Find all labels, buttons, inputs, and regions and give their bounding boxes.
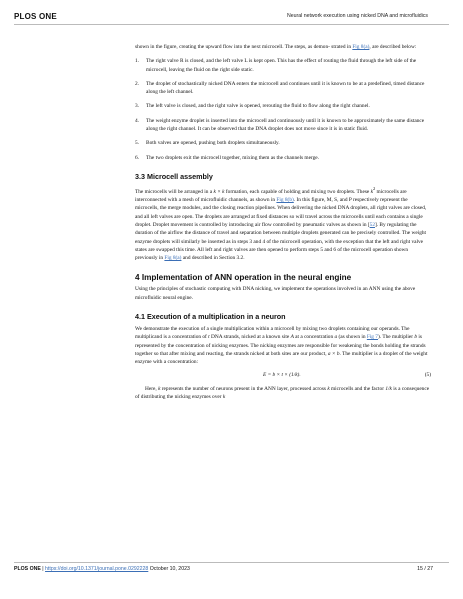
- fig-7-link[interactable]: Fig 7: [366, 334, 378, 341]
- math-expression: 1/k: [385, 385, 392, 392]
- math-var: A: [290, 334, 294, 341]
- list-item: [135, 154, 431, 162]
- step-number: 1.: [135, 58, 140, 65]
- math-var: b: [414, 334, 418, 341]
- body-text: microcells and the factor: [329, 385, 386, 392]
- page-number: 15 / 27: [417, 566, 433, 572]
- step-text: The weight enzyme droplet is inserted into the microcell and continuously until it is known to be approximately the same distance along the right channel. It can be observed that the DNA droplet does not move since it is in static fluid.: [146, 117, 425, 133]
- math-var: k: [370, 188, 373, 195]
- body-text: ). The multiplier: [377, 334, 415, 341]
- fig-8b-link[interactable]: Fig 8(b): [276, 197, 294, 204]
- math-var: k: [158, 385, 161, 392]
- fig-8a-link[interactable]: Fig 8(a): [164, 255, 182, 262]
- body-text: . In this figure, M, S, and P respectively represent the microcells, the merge modules, and the closing reaction pipelines. When delivering the nicked DNA droplets, all right valves are closed, and all left valves are open. The droplets are arranged at fixed distances so will travel across the microcells until each contains a single droplet. Droplet movement is controlled by introducing air flow controlled by pneumatic valves as shown in [: [135, 197, 427, 228]
- list-item: [135, 117, 431, 134]
- footer-rule: [14, 562, 449, 563]
- journal-name: PLOS ONE: [14, 12, 57, 21]
- section-heading-4: 4 Implementation of ANN operation in the neural engine: [135, 273, 352, 283]
- footer-date: October 10, 2023: [149, 566, 190, 572]
- equation-5: [135, 369, 431, 383]
- steps-list: [135, 57, 431, 162]
- equation-number: (5): [424, 371, 431, 378]
- intro-line: shown in the figure, creating the upward flow into the next microcell. The steps, as demon-: [135, 44, 330, 50]
- body-text: (as shown in: [337, 334, 367, 341]
- list-item: [135, 57, 431, 74]
- intro-paragraph: [135, 43, 431, 51]
- list-item: [135, 139, 431, 147]
- step-number: 4.: [135, 117, 140, 124]
- body-text: at a concentration: [293, 334, 335, 341]
- section-heading-4-1: 4.1 Execution of a multiplication in a neuron: [135, 312, 286, 322]
- step-number: 3.: [135, 103, 140, 110]
- step-text: Both valves are opened, pushing both droplets simultaneously.: [146, 140, 280, 147]
- footer-brand: PLOS ONE: [14, 566, 41, 572]
- neurons-paragraph: [135, 385, 431, 402]
- math-var: k: [327, 385, 330, 392]
- fig-8a-link[interactable]: Fig 8(a): [352, 44, 370, 50]
- body-text: The microcells will be arranged in a: [135, 188, 214, 195]
- body-text: is represented by the concentration of nicking enzymes. The nicking enzymes are responsible for weakening the bonds holding the strands together so that after mixing and reacting, the strands nicked at both sites are our product,: [135, 334, 426, 357]
- body-text: ]. By regulating the duration of the airflow the distance of travel and separation between multiple droplets generated can be precisely controlled. The weight enzyme droplets will similarly be inserted as in steps 3 and 4 of the microcell operation, with the exception that the left and right valve states are swapped this time. All left and right valves are then opened to perform steps 5 and 6 of the microcell operation shown previously in: [135, 221, 427, 262]
- list-item: [135, 102, 431, 110]
- citation-52-link[interactable]: 52: [369, 221, 375, 228]
- equation-body: E = b × t × (1/k).: [263, 371, 301, 378]
- section-heading-3-3: 3.3 Microcell assembly: [135, 171, 213, 181]
- step-number: 2.: [135, 80, 140, 87]
- step-text: The left valve is closed, and the right valve is opened, rerouting the fluid to flow along the right channel.: [146, 103, 370, 110]
- running-title: Neural network execution using nicked DNA and microfluidics: [287, 13, 428, 19]
- math-superscript: 2: [372, 185, 376, 191]
- header-rule: [14, 24, 449, 25]
- body-text: represents the number of neurons present in the ANN layer, processed across: [160, 385, 328, 392]
- body-text: We demonstrate the execution of a single multiplication within a microcell by mixing two droplets containing our operands. The multiplicand is a concentration of: [135, 326, 410, 341]
- step-text: The droplet of stochastically nicked DNA enters the microcell and continues until it is known to be at a predefined, timed distance along the left channel.: [146, 80, 425, 96]
- microcell-assembly-paragraph: [135, 185, 431, 262]
- body-text: formation, each capable of holding and mixing two droplets. These: [224, 188, 371, 195]
- footer-separator: |: [40, 566, 46, 572]
- step-text: The right valve R is closed, and the left valve L is kept open. This has the effect of routing the fluid through the left side of the microcell, leaving the fluid on the right side static.: [146, 58, 417, 73]
- body-text: is a consequence of distributing the nicking enzymes over: [135, 385, 430, 400]
- math-var: a: [334, 334, 338, 341]
- math-var: k: [222, 393, 226, 400]
- body-text: and described in Section 3.2.: [181, 255, 245, 262]
- doi-link[interactable]: https://doi.org/10.1371/journal.pone.0292228: [45, 566, 149, 572]
- multiplication-paragraph: [135, 325, 431, 366]
- math-expression: a × b: [327, 350, 340, 357]
- step-text: The two droplets exit the microcell together, mixing them as the channels merge.: [146, 154, 320, 161]
- math-var: k × k: [213, 188, 225, 195]
- body-text: DNA strands, nicked at a known site: [209, 334, 291, 341]
- list-item: [135, 80, 431, 97]
- body-text: microcells are interconnected with a mesh of microfluidic channels, as shown in: [135, 188, 407, 204]
- implementation-paragraph: Using the principles of stochastic computing with DNA nicking, we implement the operations involved in an ANN using the above microfluidic neural engine.: [135, 286, 416, 301]
- intro-text: strated in: [331, 44, 353, 50]
- footer-citation: [14, 566, 190, 572]
- intro-text: , are described below:: [369, 44, 417, 50]
- step-number: 5.: [135, 140, 140, 147]
- page-body: [135, 43, 431, 401]
- body-text: Here,: [145, 385, 159, 392]
- body-text: . The multiplier is a droplet of the weight enzyme with a concentration:: [135, 350, 428, 366]
- step-number: 6.: [135, 154, 140, 161]
- math-var: t: [208, 334, 210, 341]
